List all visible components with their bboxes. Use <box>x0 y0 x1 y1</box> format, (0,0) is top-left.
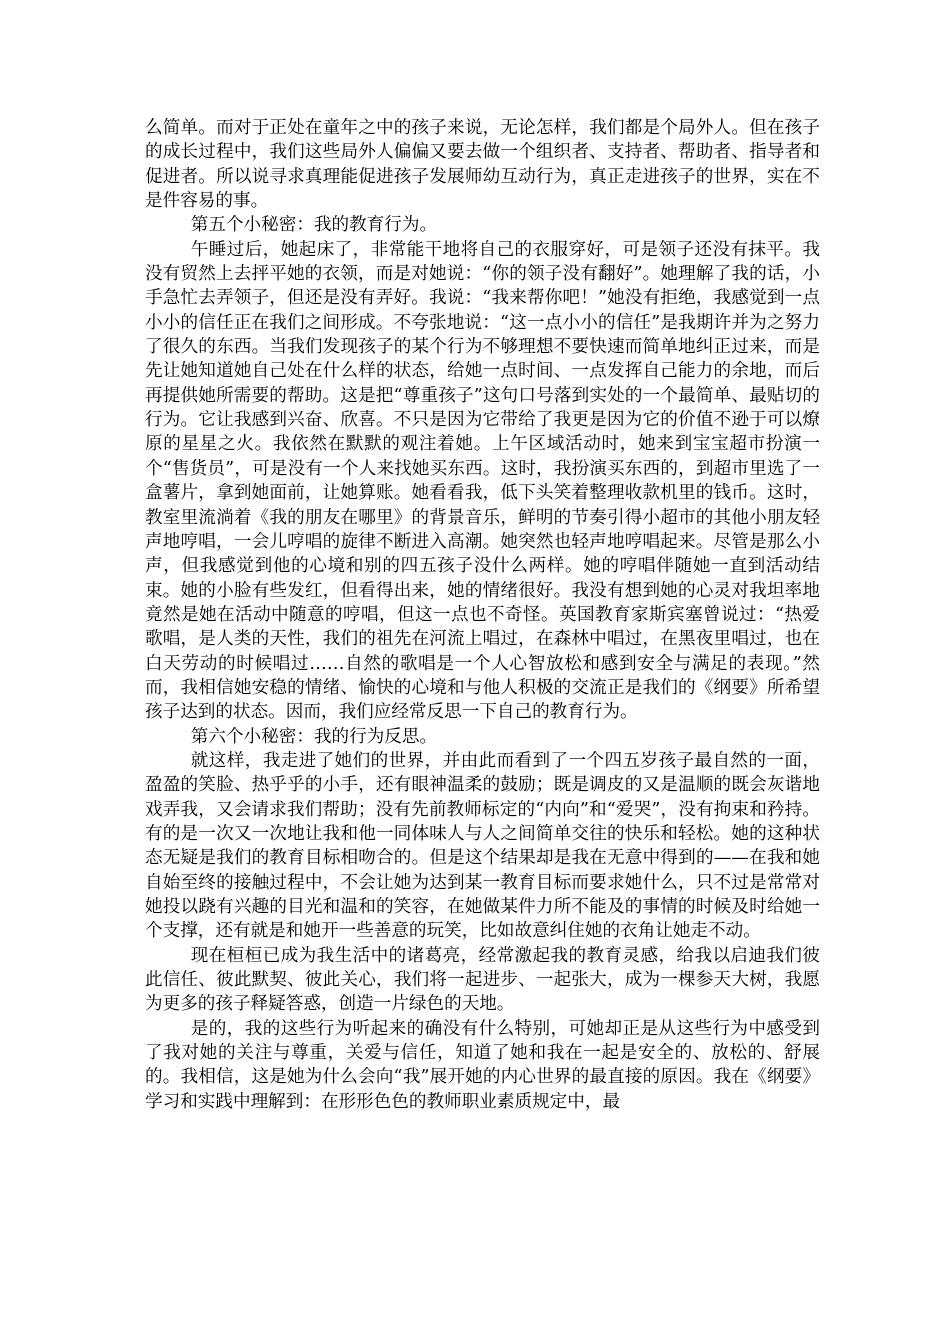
paragraph-teaching-behavior: 午睡过后，她起床了，非常能干地将自己的衣服穿好，可是领子还没有抹平。我没有贸然上去抨平她的衣领，而是对她说：“你的领子没有翻好”。她理解了我的话，小手急忙去弄领子，但还是没有弄好。我说：“我来帮你吧！”她没有拒绝，我感觉到一点小小的信任正在我们之间形成。不夸张地说：“这一点小小的信任”是我期许并为之努力了很久的东西。当我们发现孩子的某个行为不够理想不要快速而简单地纠正过来，而是先让她知道她自己处在什么样的状态，给她一点时间、一点发挥自己能力的余地，而后再提供她所需要的帮助。这是把“尊重孩子”这句口号落到实处的一个最简单、最贴切的行为。它让我感到兴奋、欣喜。不只是因为它带给了我更是因为它的价值不逊于可以燎原的星星之火。我依然在默默的观注着她。上午区域活动时，她来到宝宝超市扮演一个“售货员”，可是没有一个人来找她买东西。这时，我扮演买东西的，到超市里选了一盒薯片，拿到她面前，让她算账。她看看我，低下头笑着整理收款机里的钱币。这时，教室里流淌着《我的朋友在哪里》的背景音乐，鲜明的节奏引得小超市的其他小朋友轻声地哼唱，一会儿哼唱的旋律不断进入高潮。她突然也轻声地哼唱起来。尽管是那么小声，但我感觉到他的心境和别的四五孩子没什么两样。她的哼唱伴随她一直到活动结束。她的小脸有些发红，但看得出来，她的情绪很好。我没有想到她的心灵对我坦率地竟然是她在活动中随意的哼唱，但这一点也不奇怪。英国教育家斯宾塞曾说过：“热爱歌唱，是人类的天性，我们的祖先在河流上唱过，在森林中唱过，在黑夜里唱过，也在白天劳动的时候唱过……自然的歌唱是一个人心智放松和感到安全与满足的表现。”然而，我相信她安稳的情绪、愉快的心境和与他人积极的交流正是我们的《纲要》所希望孩子达到的状态。因而，我们应经常反思一下自己的教育行为。 <box>145 239 820 723</box>
paragraph-inspiration: 现在桓桓已成为我生活中的诸葛亮，经常激起我的教育灵感，给我以启迪我们彼此信任、彼此默契、彼此关心，我们将一起进步、一起张大，成为一棵参天大树，我愿为更多的孩子释疑答惑，创造一片绿色的天地。 <box>145 945 820 1015</box>
paragraph-reflection: 就这样，我走进了她们的世界，并由此而看到了一个四五岁孩子最自然的一面，盈盈的笑脸、热乎乎的小手，还有眼神温柔的鼓励；既是调皮的又是温顺的既会灰谐地戏弄我，又会请求我们帮助；没有先前教师标定的“内向”和“爱哭”，没有拘束和矜持。有的是一次又一次地让我和他一同体味人与人之间简单交往的快乐和轻松。她的这种状态无疑是我们的教育目标相吻合的。但是这个结果却是我在无意中得到的——在我和她自始至终的接触过程中，不会让她为达到某一教育目标而要求她什么，只不过是常常对她投以跷有兴趣的目光和温和的笑容，在她做某件力所不能及的事情的时候及时给她一个支撑，还有就是和她开一些善意的玩笑，比如故意纠住她的衣角让她走不动。 <box>145 750 820 942</box>
paragraph-conclusion: 是的，我的这些行为听起来的确没有什么特别，可她却正是从这些行为中感受到了我对她的关注与尊重，关爱与信任，知道了她和我在一起是安全的、放松的、舒展的。我相信，这是她为什么会向“我”展开她的内心世界的最直接的原因。我在《纲要》学习和实践中理解到：在形形色色的教师职业素质规定中，最 <box>145 1018 820 1112</box>
paragraph-intro: 么简单。而对于正处在童年之中的孩子来说，无论怎样，我们都是个局外人。但在孩子的成长过程中，我们这些局外人偏偏又要去做一个组织者、支持者、帮助者、指导者和促进者。所以说寻求真理能促进孩子发展师幼互动行为，真正走进孩子的世界，实在不是件容易的事。 <box>145 118 820 212</box>
section-heading-5: 第五个小秘密：我的教育行为。 <box>190 215 438 236</box>
document-body <box>145 116 820 1114</box>
section-heading-6: 第六个小秘密：我的行为反思。 <box>190 726 438 747</box>
